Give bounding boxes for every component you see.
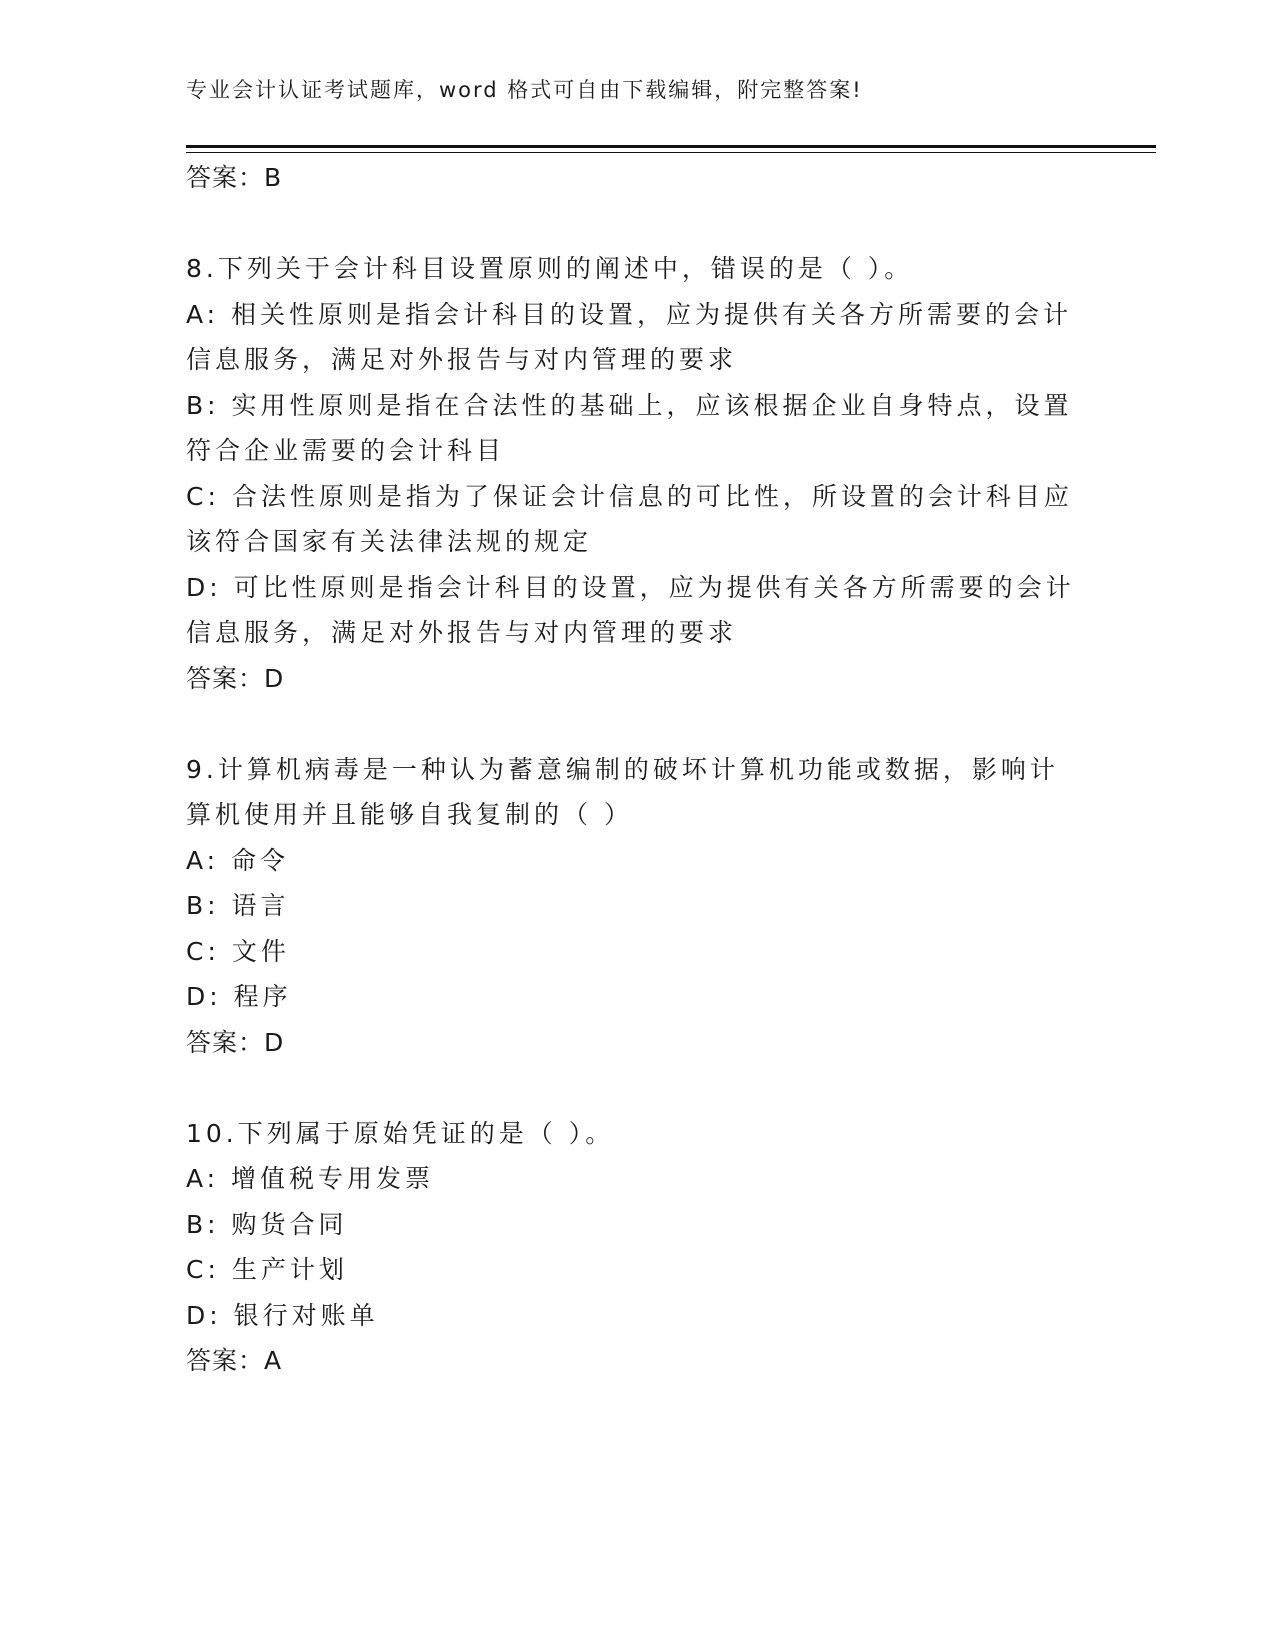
answer-line-q7 — [186, 155, 1086, 201]
spacer — [186, 1065, 1086, 1111]
option-d-line-2: 信息服务，满足对外报告与对内管理的要求 — [186, 618, 738, 647]
option-c: C: 文件 — [186, 936, 290, 966]
option-d-line-1: D: 可比性原则是指会计科目的设置，应为提供有关各方所需要的会计 — [186, 572, 1075, 602]
page-header: 专业会计认证考试题库，word 格式可自由下载编辑，附完整答案! — [186, 78, 863, 102]
answer-value: D — [264, 1027, 288, 1057]
answer-label: 答案： — [186, 663, 265, 693]
option-a: A: 命令 — [186, 845, 290, 875]
option-d: D: 程序 — [186, 982, 292, 1011]
answer-label: 答案： — [186, 163, 265, 192]
option-c: C: 生产计划 — [186, 1255, 348, 1284]
answer-line-q8 — [186, 656, 1086, 702]
option-a-line-2: 信息服务，满足对外报告与对内管理的要求 — [186, 345, 738, 374]
answer-label: 答案： — [186, 1346, 265, 1375]
answer-line-q9 — [186, 1020, 1086, 1066]
option-b-line-1: B: 实用性原则是指在合法性的基础上，应该根据企业自身特点，设置 — [186, 390, 1073, 420]
option-d: D: 银行对账单 — [186, 1300, 379, 1330]
option-b-line-2: 符合企业需要的会计科目 — [186, 436, 506, 465]
header-rule-thin — [186, 152, 1156, 153]
header-rule-thick — [186, 145, 1156, 148]
spacer — [186, 701, 1086, 747]
answer-value: D — [264, 663, 288, 693]
answer-value: B — [264, 163, 286, 192]
option-b: B: 语言 — [186, 891, 290, 920]
answer-line-q10 — [186, 1338, 1086, 1384]
question-stem-q8: 8.下列关于会计科目设置原则的阐述中，错误的是（ ）。 — [186, 254, 914, 283]
answer-label: 答案： — [186, 1027, 265, 1057]
document-body — [186, 155, 1086, 1384]
question-stem-q9-line-1: 9.计算机病毒是一种认为蓄意编制的破坏计算机功能或数据，影响计 — [186, 754, 1059, 784]
option-a-line-1: A: 相关性原则是指会计科目的设置，应为提供有关各方所需要的会计 — [186, 299, 1073, 329]
option-c-line-1: C: 合法性原则是指为了保证会计信息的可比性，所设置的会计科目应 — [186, 481, 1073, 511]
option-a: A: 增值税专用发票 — [186, 1164, 435, 1193]
spacer — [186, 201, 1086, 247]
question-stem-q10: 10.下列属于原始凭证的是（ ）。 — [186, 1118, 615, 1148]
option-c-line-2: 该符合国家有关法律法规的规定 — [186, 527, 593, 556]
question-stem-q9-line-2: 算机使用并且能够自我复制的（ ） — [186, 800, 633, 829]
answer-value: A — [264, 1346, 286, 1375]
option-b: B: 购货合同 — [186, 1209, 348, 1239]
